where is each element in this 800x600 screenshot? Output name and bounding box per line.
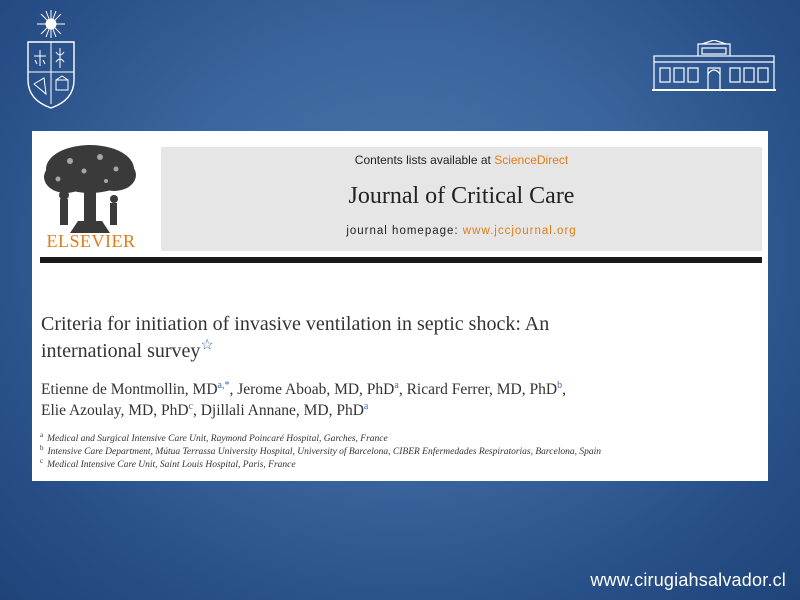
author-name: Ricard Ferrer, MD, PhD xyxy=(406,381,558,398)
authors-line-1 xyxy=(41,379,756,400)
elsevier-tree-logo xyxy=(40,141,140,235)
affiliation-text: Medical and Surgical Intensive Care Unit, Raymond Poincaré Hospital, Garches, France xyxy=(47,434,388,444)
author-affil-mark[interactable]: a,* xyxy=(217,379,230,391)
affiliation-item xyxy=(40,430,760,446)
affiliation-letter: b xyxy=(40,443,44,452)
author-name: Djillali Annane, MD, PhD xyxy=(200,402,364,419)
publisher-wordmark: ELSEVIER xyxy=(46,231,136,251)
hospital-building-logo xyxy=(652,40,776,92)
article-title xyxy=(41,311,741,365)
affiliation-item xyxy=(40,456,760,472)
contents-prefix: Contents lists available at xyxy=(354,153,495,167)
author-separator: , xyxy=(562,381,566,398)
affiliation-letter: a xyxy=(40,430,44,439)
sciencedirect-link[interactable]: ScienceDirect xyxy=(494,153,569,167)
author-affil-mark[interactable]: a xyxy=(363,400,369,412)
author-affil-mark[interactable]: c xyxy=(188,400,193,412)
affiliation-letter: c xyxy=(40,456,44,465)
author-separator: , xyxy=(192,402,201,419)
title-line-2: international survey xyxy=(41,340,201,362)
contents-line xyxy=(161,153,762,167)
author-name: Etienne de Montmollin, MD xyxy=(41,381,218,398)
header-divider xyxy=(40,257,762,263)
author-separator: , xyxy=(229,381,238,398)
title-line-1: Criteria for initiation of invasive ventilation in septic shock: An xyxy=(41,313,550,335)
journal-masthead xyxy=(161,147,762,251)
affiliation-text: Medical Intensive Care Unit, Saint Louis Hospital, Paris, France xyxy=(47,460,296,470)
star-footnote-icon[interactable]: ☆ xyxy=(200,337,214,354)
authors-line-2 xyxy=(41,400,756,421)
affiliation-list xyxy=(40,430,760,472)
journal-title: Journal of Critical Care xyxy=(348,183,575,209)
footer-site-url[interactable]: www.cirugiahsalvador.cl xyxy=(590,570,786,590)
affiliation-text: Intensive Care Department, Mútua Terrassa University Hospital, University of Barcelona, CIBER Enfermedades Respiratorias, Barcelona, Spain xyxy=(47,447,601,457)
author-name: Jerome Aboab, MD, PhD xyxy=(237,381,395,398)
homepage-prefix: journal homepage: xyxy=(346,225,463,237)
author-affil-mark[interactable]: a xyxy=(394,379,399,391)
author-list xyxy=(41,379,756,421)
university-crest-logo xyxy=(22,8,80,110)
affiliation-item xyxy=(40,443,760,459)
journal-homepage-line xyxy=(161,225,762,237)
author-affil-mark[interactable]: b xyxy=(557,379,563,391)
journal-homepage-link[interactable]: www.jccjournal.org xyxy=(462,225,577,237)
author-separator: , xyxy=(398,381,407,398)
author-name: Elie Azoulay, MD, PhD xyxy=(41,402,189,419)
article-header-paper xyxy=(32,131,768,481)
